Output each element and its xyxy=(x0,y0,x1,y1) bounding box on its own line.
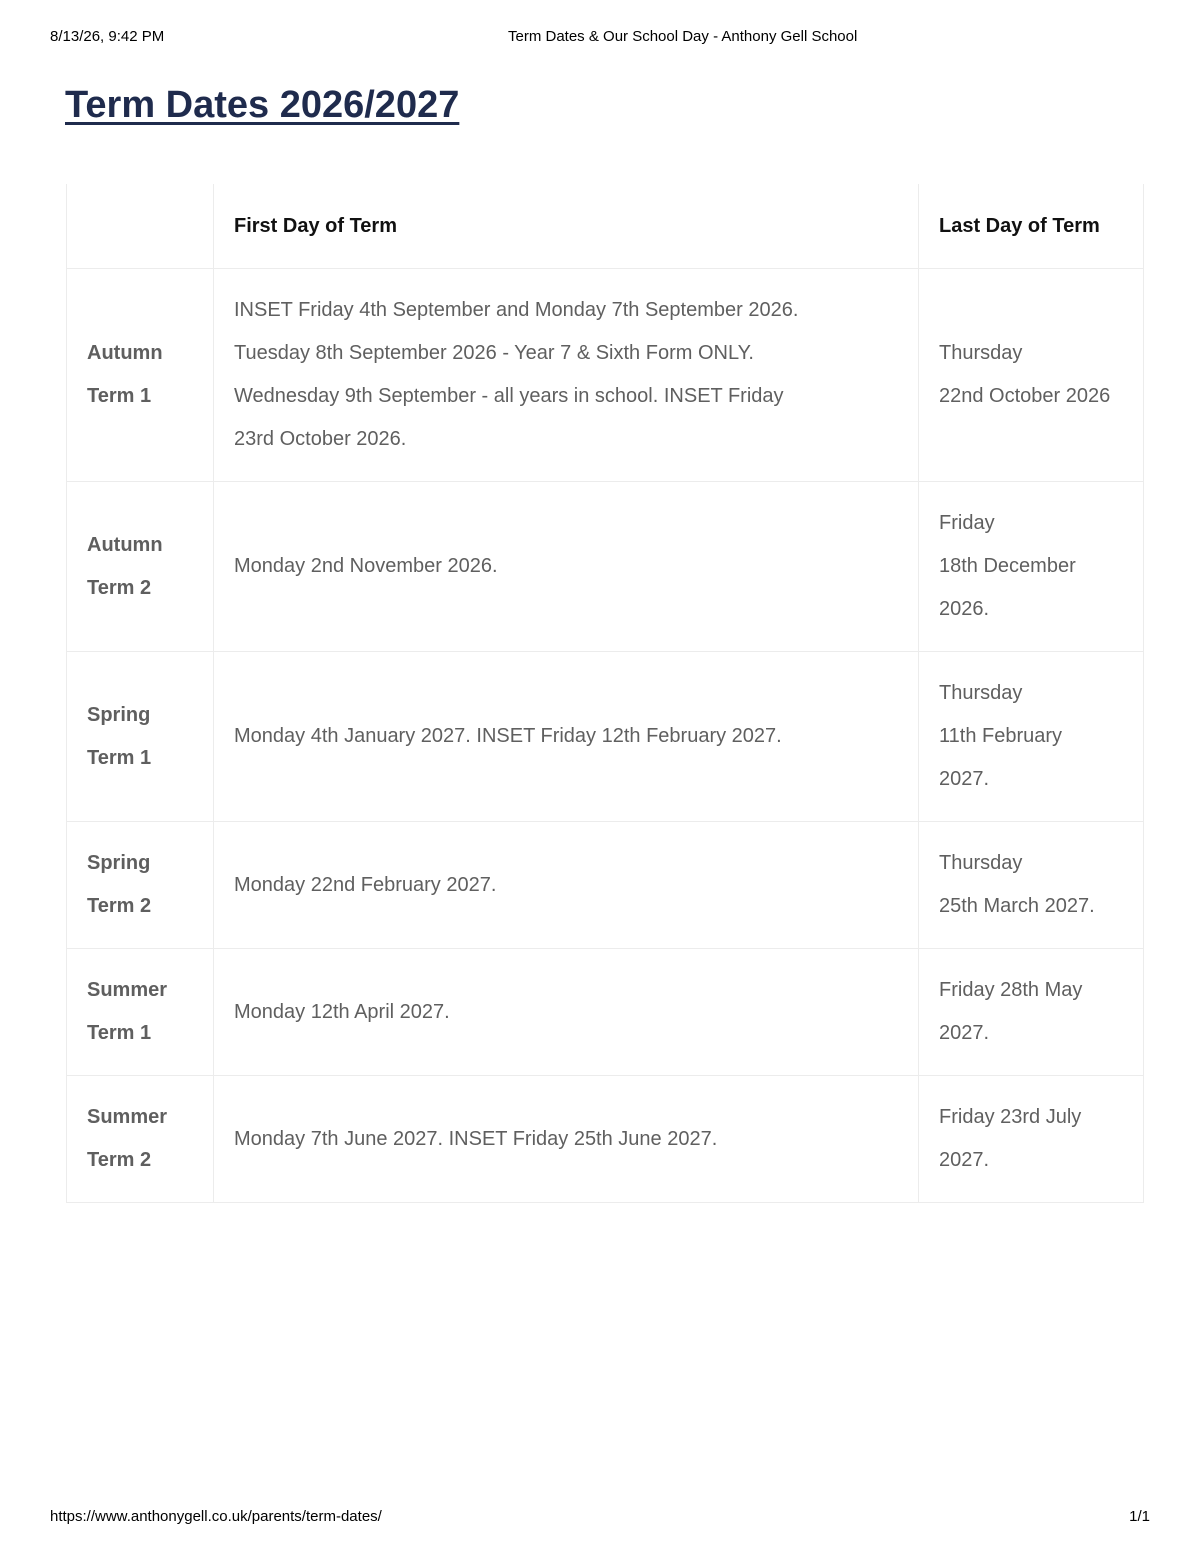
term-name-cell xyxy=(67,1076,214,1203)
first-day-cell xyxy=(214,949,919,1076)
term-name-line: Spring xyxy=(87,852,151,874)
term-name-line: Autumn xyxy=(87,533,163,556)
column-header-last-day: Last Day of Term xyxy=(919,184,1144,269)
table-row xyxy=(67,652,1144,822)
first-day-line: Monday 7th June 2027. INSET Friday 25th June 2027. xyxy=(234,1127,718,1150)
term-name-cell xyxy=(67,269,214,482)
term-name-cell xyxy=(67,652,214,822)
page-number: 1/1 xyxy=(1129,1508,1150,1525)
print-footer xyxy=(50,1508,1150,1528)
first-day-line: Monday 22nd February 2027. xyxy=(234,873,497,896)
last-day-line: 2026. xyxy=(939,598,990,620)
first-day-line: Tuesday 8th September 2026 - Year 7 & Sixth Form ONLY. xyxy=(234,342,754,364)
last-day-cell xyxy=(919,822,1144,949)
term-name-cell xyxy=(67,482,214,652)
first-day-line: Monday 2nd November 2026. xyxy=(234,555,498,577)
first-day-cell xyxy=(214,1076,919,1203)
term-dates-table xyxy=(66,184,1144,1203)
term-name-line: Term 1 xyxy=(87,1022,152,1044)
last-day-line: 25th March 2027. xyxy=(939,895,1095,917)
last-day-line: 2027. xyxy=(939,1149,990,1171)
term-name-line: Summer xyxy=(87,1106,168,1128)
last-day-line: 22nd October 2026 xyxy=(939,385,1111,407)
term-name-line: Term 1 xyxy=(87,385,152,407)
last-day-line: 11th February xyxy=(939,725,1063,747)
term-name-line: Autumn xyxy=(87,342,163,364)
column-header-first-day: First Day of Term xyxy=(214,184,919,269)
first-day-cell xyxy=(214,482,919,652)
first-day-line: INSET Friday 4th September and Monday 7th September 2026. xyxy=(234,299,799,321)
first-day-cell xyxy=(214,269,919,482)
last-day-cell xyxy=(919,652,1144,822)
table-row xyxy=(67,482,1144,652)
table-row xyxy=(67,269,1144,482)
last-day-line: Friday xyxy=(939,512,995,534)
page-title: Term Dates 2026/2027 xyxy=(65,84,460,126)
table-header-row xyxy=(67,184,1144,269)
last-day-line: Friday 28th May xyxy=(939,979,1083,1001)
last-day-cell xyxy=(919,1076,1144,1203)
last-day-line: Friday 23rd July xyxy=(939,1106,1082,1128)
first-day-cell xyxy=(214,652,919,822)
print-datetime: 8/13/26, 9:42 PM xyxy=(50,28,165,45)
first-day-line: Monday 12th April 2027. xyxy=(234,1000,450,1023)
term-name-line: Spring xyxy=(87,703,151,726)
term-name-cell xyxy=(67,949,214,1076)
term-name-line: Summer xyxy=(87,979,168,1001)
last-day-line: 2027. xyxy=(939,1022,990,1044)
last-day-line: Thursday xyxy=(939,852,1023,874)
column-header-term xyxy=(67,184,214,269)
print-url: https://www.anthonygell.co.uk/parents/term-dates/ xyxy=(50,1508,382,1525)
term-name-line: Term 2 xyxy=(87,895,152,917)
first-day-cell xyxy=(214,822,919,949)
last-day-cell xyxy=(919,482,1144,652)
term-name-line: Term 2 xyxy=(87,576,152,599)
last-day-line: Thursday xyxy=(939,682,1023,704)
term-name-line: Term 1 xyxy=(87,746,152,769)
term-name-cell xyxy=(67,822,214,949)
term-name-line: Term 2 xyxy=(87,1149,152,1171)
last-day-cell xyxy=(919,269,1144,482)
print-page-title: Term Dates & Our School Day - Anthony Gell School xyxy=(508,28,858,45)
print-header xyxy=(50,28,1150,48)
last-day-line: 2027. xyxy=(939,768,990,790)
table-row xyxy=(67,822,1144,949)
table-row xyxy=(67,949,1144,1076)
first-day-line: 23rd October 2026. xyxy=(234,428,407,450)
first-day-line: Monday 4th January 2027. INSET Friday 12th February 2027. xyxy=(234,725,782,747)
last-day-line: 18th December xyxy=(939,555,1076,577)
first-day-line: Wednesday 9th September - all years in school. INSET Friday xyxy=(234,385,784,407)
table-row xyxy=(67,1076,1144,1203)
last-day-line: Thursday xyxy=(939,342,1023,364)
last-day-cell xyxy=(919,949,1144,1076)
